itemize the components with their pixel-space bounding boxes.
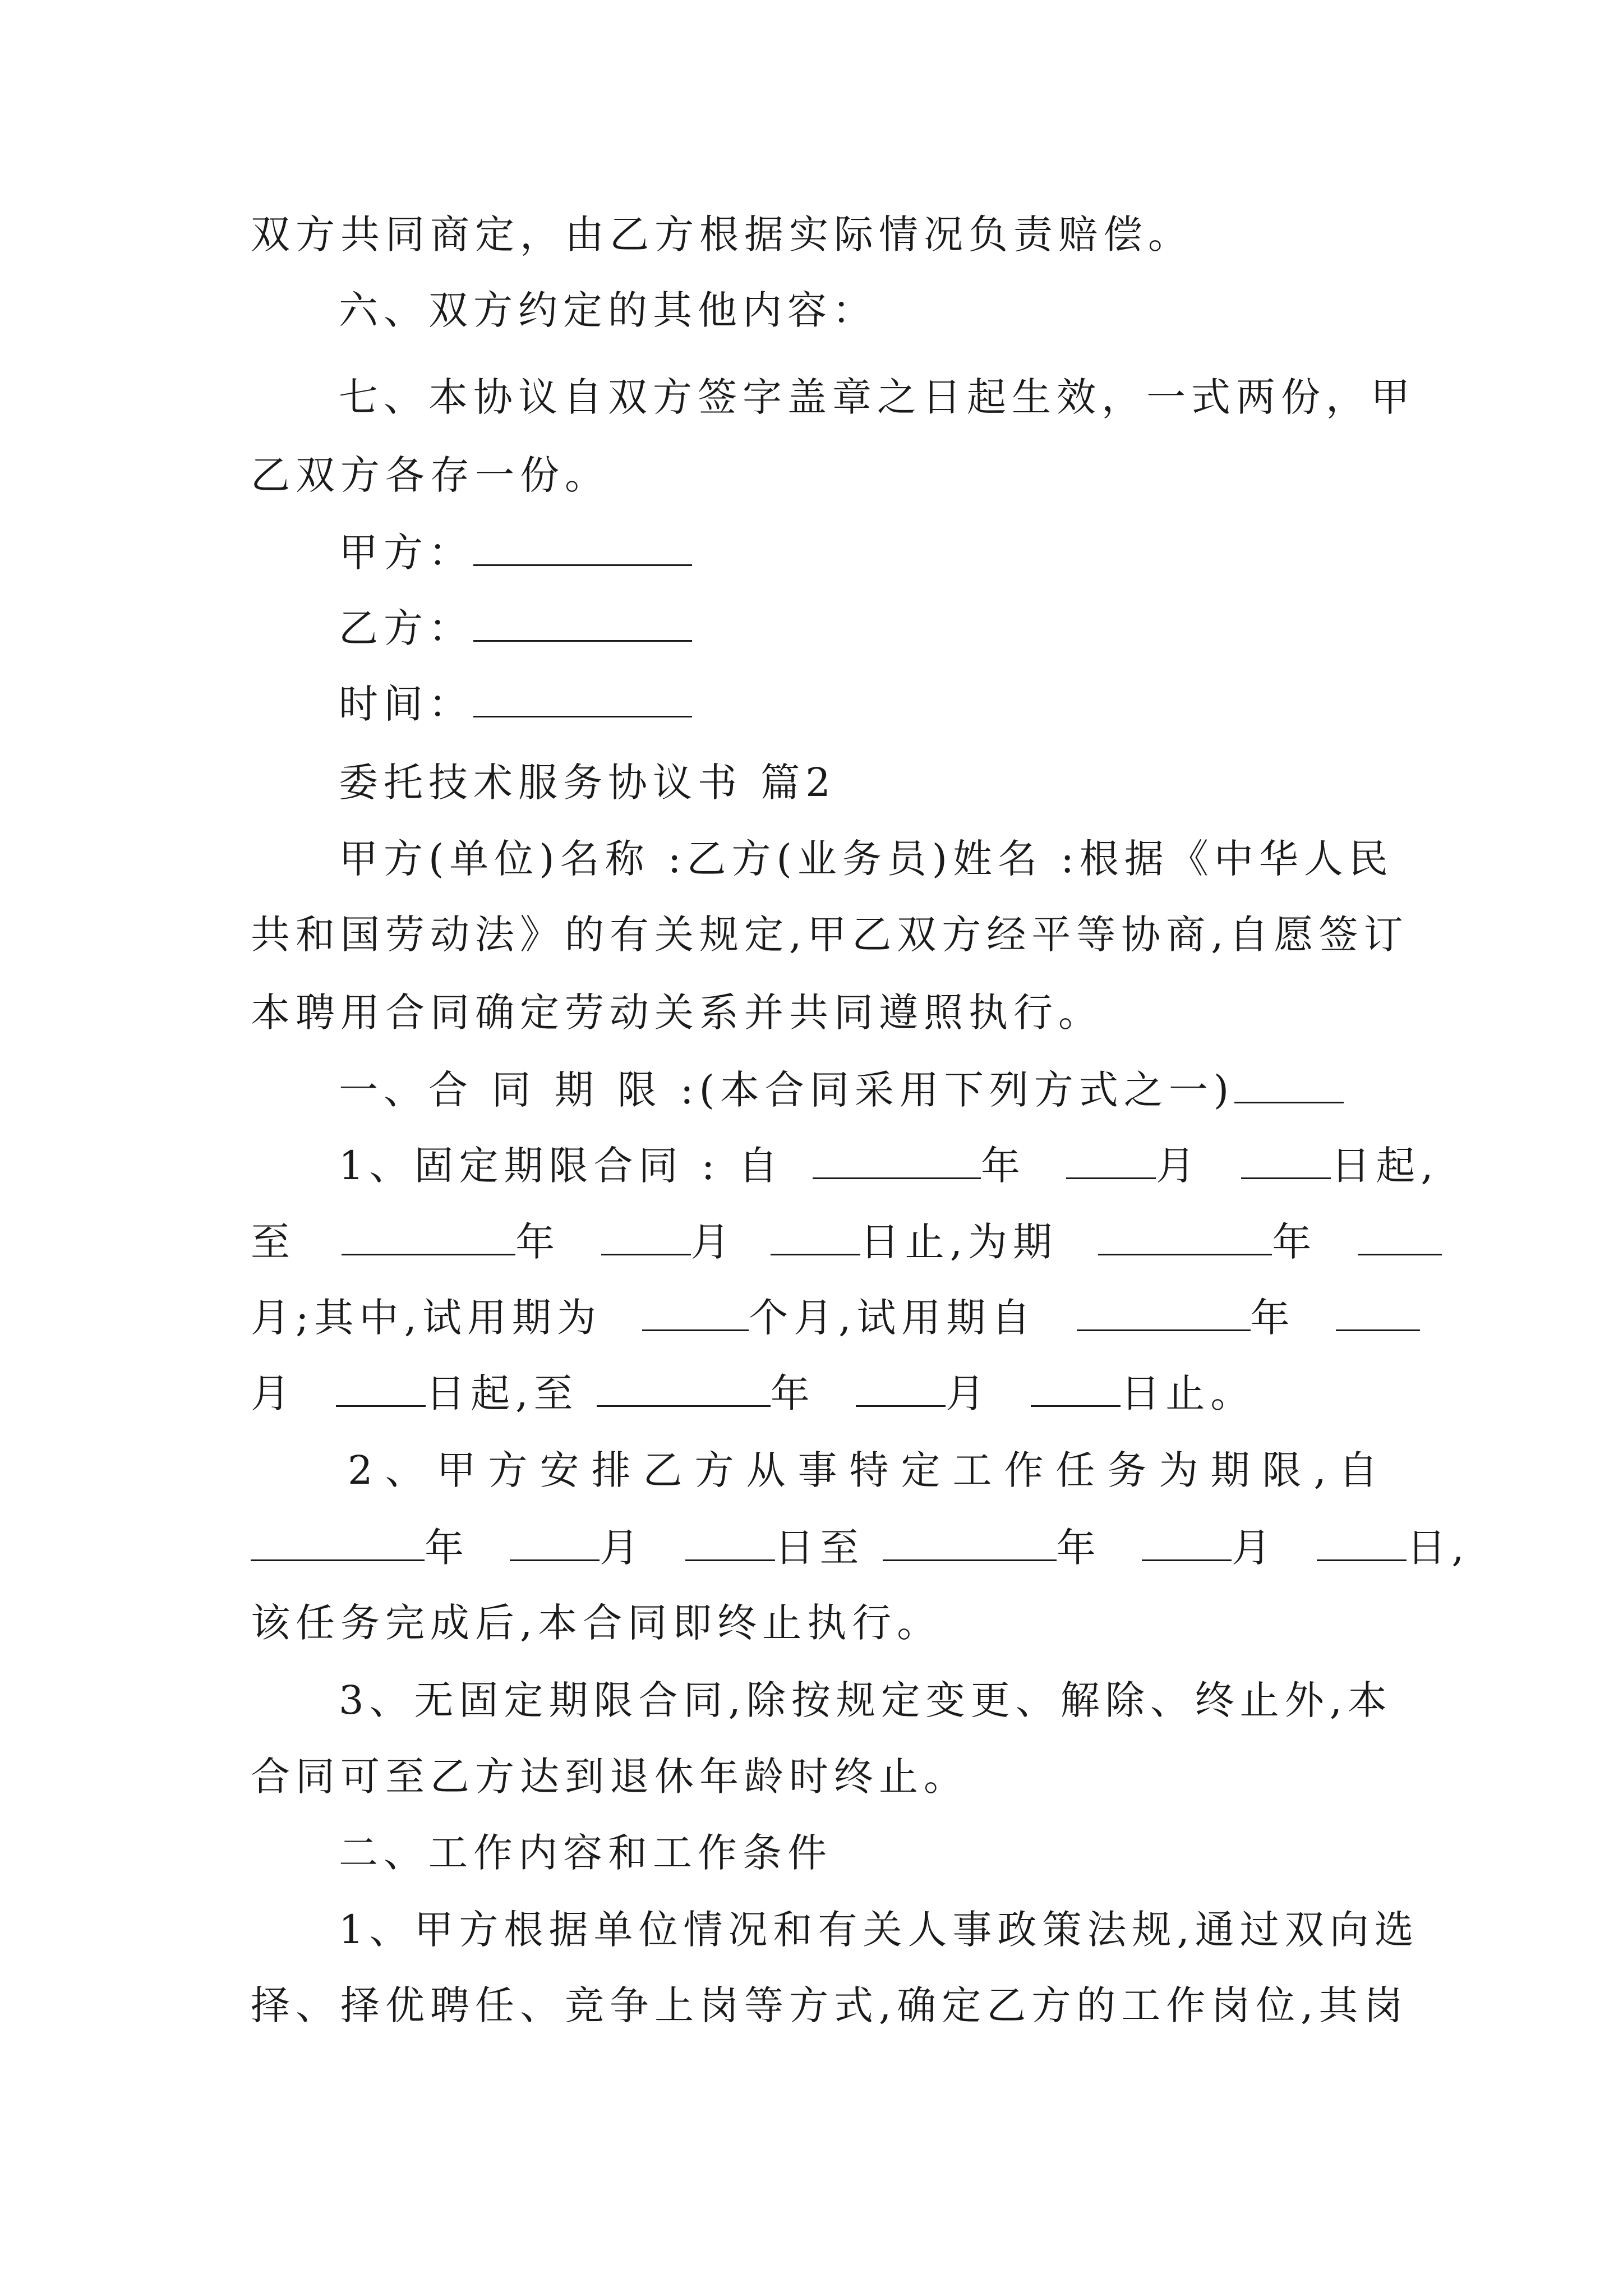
paragraph-line: 合同可至乙方达到退休年龄时终止。 [251, 1754, 969, 1800]
task-term-line-1: 2、甲方安排乙方从事特定工作任务为期限,自 [348, 1447, 1390, 1493]
section-heading: 二、工作内容和工作条件 [339, 1830, 832, 1876]
to-label: 至 [251, 1219, 296, 1265]
clause-six: 六、双方约定的其他内容： [339, 287, 877, 333]
blank-field [251, 1527, 425, 1561]
month-label: 月 [251, 1370, 296, 1416]
probation-label: 月;其中,试用期为 [251, 1295, 602, 1341]
blank-field [510, 1527, 600, 1561]
year-label: 年 [770, 1370, 815, 1416]
paragraph-line: 共和国劳动法》的有关规定,甲乙双方经平等协商,自愿签订 [251, 912, 1409, 958]
paragraph-line: 择、择优聘任、竞争上岗等方式,确定乙方的工作岗位,其岗 [251, 1982, 1409, 2028]
party-b-label: 乙方： [339, 605, 473, 651]
blank-field [883, 1527, 1057, 1561]
paragraph-line: 1、甲方根据单位情况和有关人事政策法规,通过双向选 [339, 1907, 1419, 1953]
blank-field [771, 1221, 860, 1255]
date-label: 时间： [339, 681, 473, 727]
contract-term-heading [339, 1067, 1344, 1113]
contract-term-text: 一、合 同 期 限 :(本合同采用下列方式之一) [339, 1067, 1235, 1113]
day-label: 日, [1407, 1525, 1470, 1571]
year-label: 年 [515, 1219, 561, 1265]
signature-blank [473, 532, 692, 566]
section-title: 委托技术服务协议书 篇2 [339, 760, 836, 806]
open-term-clause: 3、无固定期限合同,除按规定变更、解除、终止外,本 [339, 1677, 1393, 1723]
blank-field [1336, 1297, 1420, 1331]
month-label: 月 [600, 1525, 645, 1571]
signature-blank [473, 683, 692, 717]
blank-field [1031, 1373, 1121, 1407]
clause-seven: 七、本协议自双方签字盖章之日起生效，一式两份，甲 [339, 374, 1415, 420]
blank-field [642, 1297, 749, 1331]
blank-field [685, 1527, 775, 1561]
fixed-term-line-2 [251, 1219, 1442, 1265]
blank-field [1077, 1297, 1251, 1331]
year-label: 年 [1056, 1525, 1101, 1571]
party-a-signature-line [339, 530, 692, 576]
blank-field [342, 1221, 515, 1255]
blank-field [856, 1373, 946, 1407]
year-label: 年 [425, 1525, 469, 1571]
month-label: 月 [1232, 1525, 1277, 1571]
task-term-line-2 [251, 1525, 1470, 1571]
signature-blank [473, 608, 692, 642]
day-label: 日起, [1331, 1143, 1439, 1189]
blank-field [1358, 1221, 1442, 1255]
blank-field [1234, 1069, 1344, 1103]
probation-line-1 [251, 1295, 1420, 1341]
day-to-label: 日起,至 [426, 1370, 579, 1416]
blank-field [1066, 1145, 1156, 1179]
party-b-signature-line [339, 605, 692, 651]
year-label: 年 [1250, 1295, 1295, 1341]
day-end-label: 日止。 [1121, 1370, 1256, 1416]
day-period-label: 日止,为期 [860, 1219, 1058, 1265]
probation-from-label: 个月,试用期自 [749, 1295, 1036, 1341]
paragraph-line: 甲方(单位)名称 :乙方(业务员)姓名 :根据《中华人民 [339, 836, 1394, 882]
blank-field [601, 1221, 691, 1255]
party-a-label: 甲方： [339, 530, 473, 576]
blank-field [597, 1373, 771, 1407]
day-to-label: 日至 [774, 1525, 865, 1571]
blank-field [1241, 1145, 1331, 1179]
blank-field [1142, 1527, 1232, 1561]
fixed-term-label: 1、固定期限合同 : 自 [339, 1143, 783, 1189]
paragraph-line: 该任务完成后,本合同即终止执行。 [251, 1600, 942, 1646]
paragraph-line: 乙双方各存一份。 [251, 452, 610, 498]
blank-field [1098, 1221, 1272, 1255]
paragraph-line: 本聘用合同确定劳动关系并共同遵照执行。 [251, 990, 1103, 1036]
month-label: 月 [946, 1370, 991, 1416]
probation-line-2 [251, 1370, 1256, 1416]
year-label: 年 [1272, 1219, 1317, 1265]
month-label: 月 [690, 1219, 736, 1265]
blank-field [813, 1145, 981, 1179]
paragraph-line: 双方共同商定，由乙方根据实际情况负责赔偿。 [251, 211, 1193, 257]
blank-field [336, 1373, 426, 1407]
fixed-term-line-1 [339, 1143, 1439, 1189]
blank-field [1317, 1527, 1407, 1561]
date-signature-line [339, 681, 692, 727]
month-label: 月 [1156, 1143, 1201, 1189]
year-label: 年 [980, 1143, 1026, 1189]
